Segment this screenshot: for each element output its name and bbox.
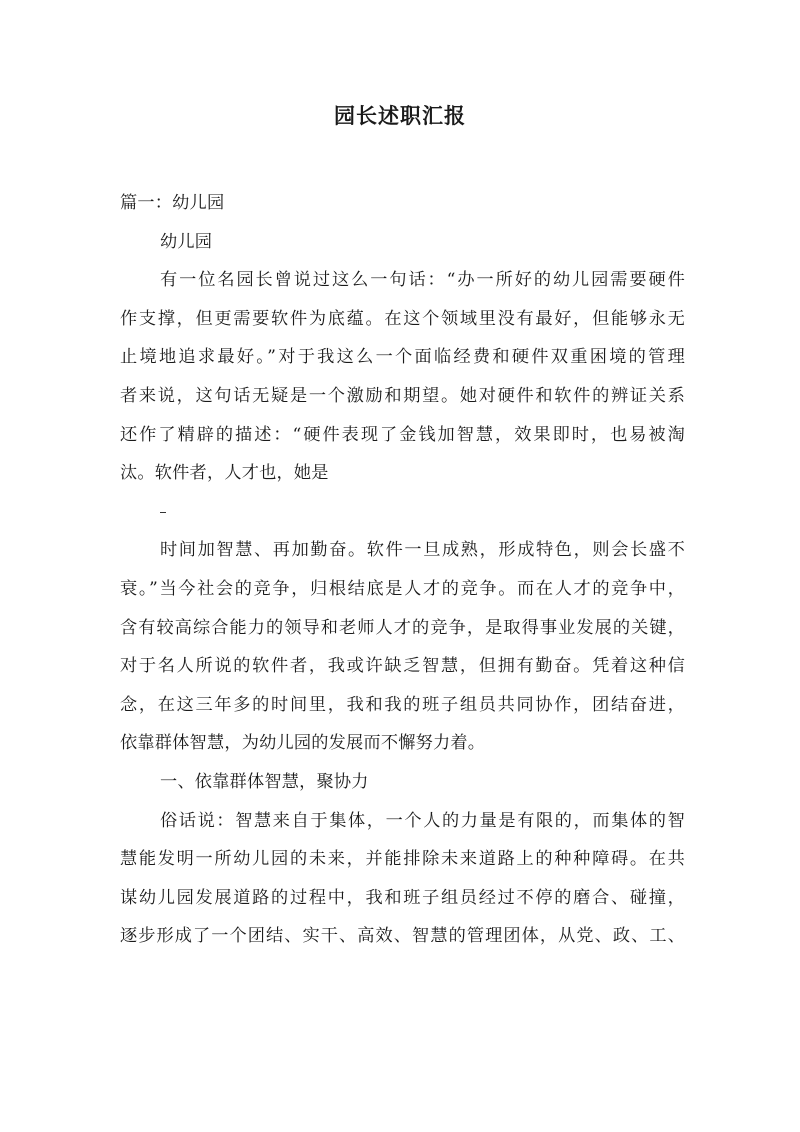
- section-heading: 篇一：幼儿园: [120, 193, 225, 213]
- paragraph-line: 逐步形成了一个团结、实干、高效、智慧的管理团体，从党、政、工、: [120, 926, 685, 947]
- section-heading: 一、依靠群体智慧，聚协力: [160, 771, 369, 792]
- paragraph-line: 者来说，这句话无疑是一个激励和期望。她对硬件和软件的辨证关系: [120, 385, 685, 406]
- paragraph-line: 有一位名园长曾说过这么一句话：“办一所好的幼儿园需要硬件: [160, 270, 685, 291]
- paragraph-line: 作支撑，但更需要软件为底蕴。在这个领域里没有最好，但能够永无: [120, 308, 685, 329]
- separator-mark: [120, 493, 685, 532]
- paragraph-line: 依靠群体智慧，为幼儿园的发展而不懈努力着。: [120, 733, 486, 754]
- paragraph-line: 还作了精辟的描述：“硬件表现了金钱加智慧，效果即时，也易被淘: [120, 424, 685, 445]
- paragraph-line: 俗话说：智慧来自于集体，一个人的力量是有限的，而集体的智: [160, 810, 685, 831]
- paragraph-line: 衰。”当今社会的竞争，归根结底是人才的竞争。而在人才的竞争中，: [120, 578, 685, 599]
- document-body: [120, 184, 685, 956]
- paragraph-line: 时间加智慧、再加勤奋。软件一旦成熟，形成特色，则会长盛不: [160, 540, 685, 561]
- paragraph-line: 谋幼儿园发展道路的过程中，我和班子组员经过不停的磨合、碰撞，: [120, 887, 685, 908]
- paragraph-line: 对于名人所说的软件者，我或许缺乏智慧，但拥有勤奋。凭着这种信: [120, 656, 685, 677]
- paragraph-line: 止境地追求最好。”对于我这么一个面临经费和硬件双重困境的管理: [120, 347, 685, 368]
- document-title: 园长述职汇报: [334, 103, 466, 128]
- paragraph-line: 汰。软件者，人才也，她是: [120, 463, 329, 484]
- paragraph-line: 念，在这三年多的时间里，我和我的班子组员共同协作，团结奋进，: [120, 694, 685, 715]
- subheading: 幼儿园: [160, 231, 213, 252]
- paragraph-line: 含有较高综合能力的领导和老师人才的竞争，是取得事业发展的关键，: [120, 617, 685, 638]
- paragraph-line: 慧能发明一所幼儿园的未来，并能排除未来道路上的种种障碍。在共: [120, 849, 685, 870]
